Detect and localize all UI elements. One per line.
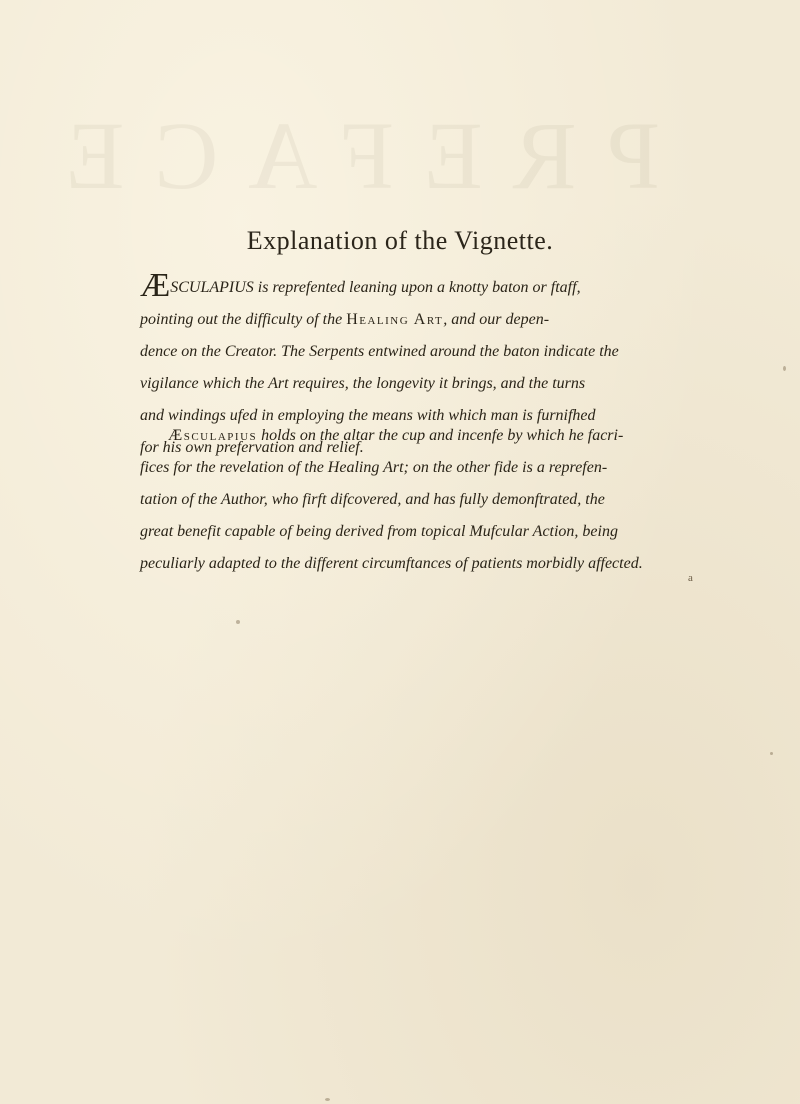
text-line: tation of the Author, who firft difcovered, and has fully demonftrated, the	[140, 491, 605, 508]
paper-speck	[783, 366, 786, 371]
signature-mark: a	[688, 572, 693, 584]
text-line: for his own prefervation and relief.	[140, 439, 364, 456]
text-line: vigilance which the Art requires, the longevity it brings, and the turns	[140, 375, 586, 392]
text-span: SCULAPIUS is reprefented leaning upon a knotty baton or ftaff,	[170, 279, 581, 296]
text-span: holds on the altar the cup and incenfe by which he facri-	[257, 427, 624, 444]
paragraph-altar-cup	[140, 420, 660, 580]
small-caps-term: Healing Art	[346, 311, 444, 328]
page-title: Explanation of the Vignette.	[246, 226, 554, 255]
text-line: great benefit capable of being derived from topical Mufcular Action, being	[140, 523, 618, 540]
drop-cap: Æ	[140, 267, 169, 304]
text-line: and windings ufed in employing the means with which man is furnifhed	[140, 407, 596, 424]
text-line	[140, 304, 660, 336]
show-through-ornament: PREFACE	[35, 102, 660, 209]
paper-speck	[325, 1098, 330, 1101]
text-line	[140, 267, 660, 304]
paper-speck	[236, 620, 240, 624]
text-span: pointing out the difficulty of the	[140, 311, 347, 328]
text-line: dence on the Creator. The Serpents entwined around the baton indicate the	[140, 343, 619, 360]
text-line: fices for the revelation of the Healing Art; on the other fide is a reprefen-	[140, 459, 608, 476]
text-line	[140, 420, 660, 452]
small-caps-term: Æsculapius	[168, 427, 258, 444]
paper-speck	[770, 752, 773, 755]
text-line: peculiarly adapted to the different circumftances of patients morbidly affected.	[140, 555, 643, 572]
text-span: , and our depen-	[443, 311, 550, 328]
